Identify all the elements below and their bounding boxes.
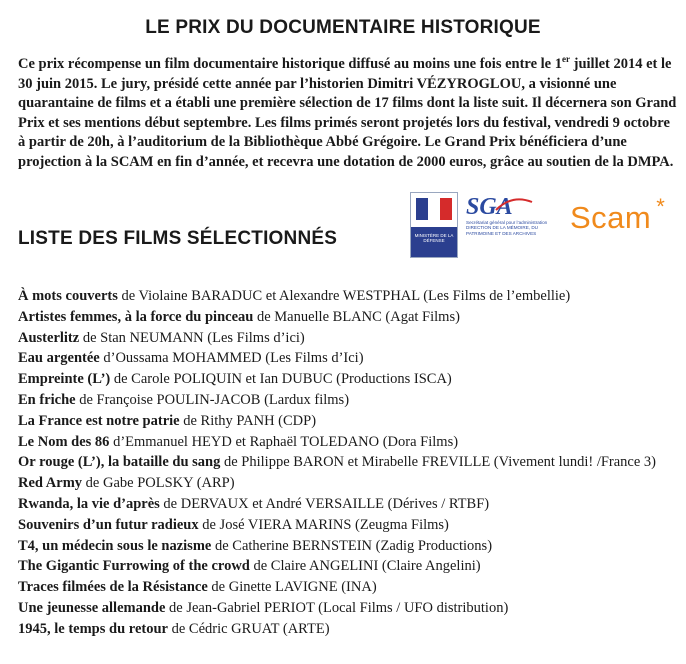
film-credits: de Rithy PANH (CDP)	[179, 412, 317, 429]
film-credits: de Gabe POLSKY (ARP)	[82, 475, 235, 492]
film-title: Souvenirs d’un futur radieux	[18, 516, 199, 533]
film-item	[18, 515, 683, 536]
film-list-title: LISTE DES FILMS SÉLECTIONNÉS	[18, 228, 338, 249]
film-item	[18, 286, 683, 307]
film-item	[18, 348, 683, 369]
film-title: 1945, le temps du retour	[18, 620, 168, 637]
ministere-logo-text: MINISTÈRE DE LA DÉFENSE	[414, 233, 454, 243]
film-title: Austerlitz	[18, 329, 80, 346]
film-credits: de Stan NEUMANN (Les Films d’ici)	[79, 329, 305, 346]
sponsor-logos	[410, 192, 680, 260]
film-title: En friche	[18, 391, 76, 408]
film-item	[18, 598, 683, 619]
film-item	[18, 432, 683, 453]
film-title: Eau argentée	[18, 350, 100, 367]
sga-line-1: Secrétariat général pour l’administration	[466, 220, 548, 225]
film-item	[18, 411, 683, 432]
intro-paragraph	[18, 55, 678, 173]
intro-text-part-2: juillet 2014 et le 30 juin 2015. Le jury, présidé cette année par l’historien Dimitri VÉZYROGLOU, a visionné une quarantaine de films et a établi une première sélection de 17 films dont la liste suit. Il décernera son Grand Prix et ses mentions début septembre. Les films primés seront projetés lors du festival, vendredi 9 octobre à partir de 20h, à l’auditorium de la Bibliothèque Abbé Grégoire. Le Grand Prix bénéficiera d’une projection à la SCAM en fin d’année, et recevra une dotation de 2000 euros, grâce au soutien de la DMPA.	[18, 56, 677, 170]
film-credits: de Cédric GRUAT (ARTE)	[167, 620, 330, 637]
film-credits: d’Oussama MOHAMMED (Les Films d’Ici)	[99, 350, 364, 367]
film-item	[18, 619, 683, 640]
film-credits: de Claire ANGELINI (Claire Angelini)	[249, 558, 481, 575]
film-list	[18, 286, 683, 640]
scam-wordmark: Scam	[570, 200, 652, 235]
film-title: Le Nom des 86	[18, 433, 110, 450]
film-title: Empreinte (L’)	[18, 371, 111, 388]
scam-logo	[570, 194, 666, 236]
film-item	[18, 494, 683, 515]
film-credits: de Jean-Gabriel PERIOT (Local Films / UFO distribution)	[165, 599, 509, 616]
sga-mark: SGA	[466, 194, 513, 220]
french-flag-icon	[416, 198, 452, 220]
film-title: À mots couverts	[18, 288, 118, 304]
film-item	[18, 390, 683, 411]
film-title: Une jeunesse allemande	[18, 599, 166, 616]
sga-swoosh-icon	[494, 196, 534, 214]
film-title: Rwanda, la vie d’après	[18, 495, 160, 512]
film-credits: de Catherine BERNSTEIN (Zadig Productions)	[211, 537, 493, 554]
film-credits: de Manuelle BLANC (Agat Films)	[253, 308, 460, 325]
film-credits: de DERVAUX et André VERSAILLE (Dérives / RTBF)	[159, 495, 490, 512]
film-credits: de Françoise POULIN-JACOB (Lardux films)	[75, 391, 350, 408]
ministere-defense-logo	[410, 192, 458, 258]
film-credits: de Ginette LAVIGNE (INA)	[207, 579, 377, 596]
scam-star-icon: *	[656, 194, 666, 219]
film-title: Red Army	[18, 475, 83, 492]
film-item	[18, 556, 683, 577]
intro-superscript: er	[562, 54, 570, 65]
film-title: Traces filmées de la Résistance	[18, 579, 208, 596]
film-title: La France est notre patrie	[18, 412, 180, 429]
film-item	[18, 328, 683, 349]
film-title: Artistes femmes, à la force du pinceau	[18, 308, 254, 325]
film-title: The Gigantic Furrowing of the crowd	[18, 558, 250, 575]
ministere-band	[411, 227, 457, 257]
sga-line-3: PATRIMOINE ET DES ARCHIVES	[466, 230, 537, 236]
page-title: LE PRIX DU DOCUMENTAIRE HISTORIQUE	[145, 17, 541, 38]
sga-logo	[466, 194, 558, 258]
film-item	[18, 473, 683, 494]
film-title: Or rouge (L’), la bataille du sang	[18, 454, 221, 471]
film-item	[18, 307, 683, 328]
film-item	[18, 536, 683, 557]
film-item	[18, 369, 683, 390]
film-title: T4, un médecin sous le nazisme	[18, 537, 212, 554]
intro-text-part-1: Ce prix récompense un film documentaire historique diffusé au moins une fois entre le 1	[18, 56, 562, 72]
film-item	[18, 577, 683, 598]
film-credits: de José VIERA MARINS (Zeugma Films)	[198, 516, 449, 533]
film-item	[18, 452, 683, 473]
film-credits: de Carole POLIQUIN et Ian DUBUC (Productions ISCA)	[110, 371, 452, 388]
film-credits: d’Emmanuel HEYD et Raphaël TOLEDANO (Dora Films)	[109, 433, 459, 450]
film-credits: de Philippe BARON et Mirabelle FREVILLE (Vivement lundi! /France 3)	[220, 454, 657, 471]
sga-line-2: DIRECTION DE LA MÉMOIRE, DU	[466, 225, 538, 231]
film-credits: de Violaine BARADUC et Alexandre WESTPHAL (Les Films de l’embellie)	[117, 288, 571, 304]
